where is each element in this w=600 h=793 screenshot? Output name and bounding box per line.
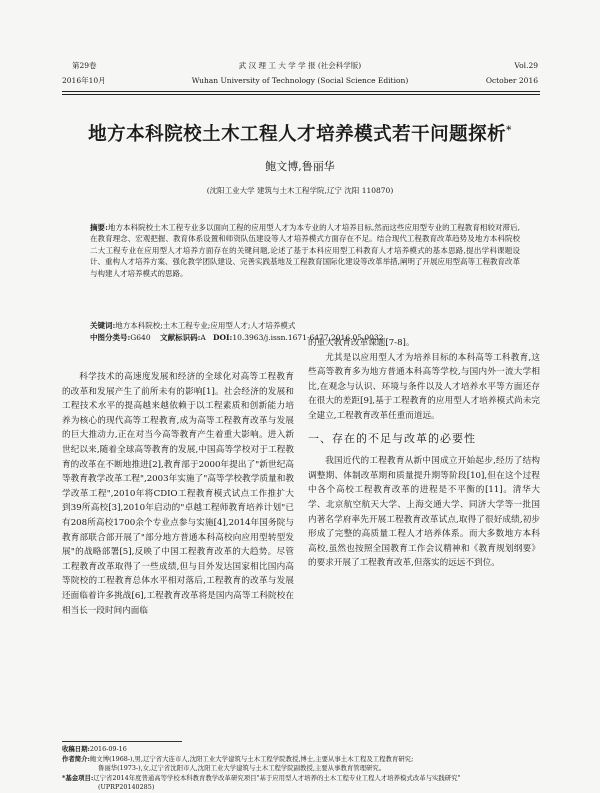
abstract-label: 摘要:	[90, 223, 108, 232]
section-heading: 一、存在的不足与改革的必要性	[308, 431, 476, 445]
issue-date: 2016年10月	[62, 76, 106, 85]
received-date: 2016-09-16	[89, 745, 127, 753]
footnotes	[62, 745, 540, 793]
footnote-fund-1	[62, 774, 540, 784]
body-left-column	[62, 370, 294, 618]
body-paragraph: 我国近代的工程教育从新中国成立开始起步,经历了结构调整期、体制改革期和质量提升期等阶段[10],但在这个过程中各个高校工程教育改革的进程是不平衡的[11]。清华大学、北京航空航天大学、上海交通大学、同济大学等一批国内著名学府率先开展工程教育改革试点,取得了很好成绩,初步形成了完整的高质量工程人才培养体系。而大多数地方本科高校,虽然也按照全国教育工作会议精神和《教育规划纲要》的要求开展了工程教育改革,但落实的远远不到位。	[308, 456, 540, 569]
header-rule	[62, 91, 540, 92]
keywords	[90, 320, 520, 331]
publication-month: October 2016	[485, 76, 538, 85]
footnote-received	[62, 745, 540, 755]
class-label: 中图分类号:	[90, 333, 131, 342]
header-rule-thin	[62, 94, 540, 95]
fund-label: *基金项目:	[62, 773, 94, 782]
doi-value: 10.3963/j.issn.1671-6477.2016.05.0032	[232, 333, 384, 342]
article-title	[0, 120, 600, 146]
title-footnote-mark: *	[506, 124, 512, 136]
footnote-author-1	[62, 755, 540, 765]
abstract	[90, 222, 520, 279]
doc-code-label: 文献标识码:	[160, 333, 201, 342]
volume-number: Vol.29	[514, 61, 538, 70]
author-info-1: 鲍文博(1968-),男,辽宁省大连市人,沈阳工业大学建筑与土木工程学院教授,博士,主要从事土木工程及工程教育研究;	[89, 754, 414, 763]
fund-text-1: 辽宁省2014年度普通高等学校本科教育教学改革研究项目"基于应用型人才培养的土木工程专业工程人才培养模式改革与实践研究"	[93, 773, 461, 782]
author-info-2: 鲁丽华(1973-),女,辽宁省沈阳市人,沈阳工业大学建筑与土木工程学院副教授,主要从事教育管理研究。	[98, 764, 386, 773]
body-right-column	[308, 336, 540, 571]
journal-title-cn: 武 汉 理 工 大 学 学 报 (社会科学版)	[238, 61, 362, 70]
author-info-label: 作者简介:	[62, 754, 90, 763]
footnote-rule	[62, 741, 182, 742]
class-value: G640	[130, 333, 151, 342]
keywords-text: 地方本科院校;土木工程专业;应用型人才;人才培养模式	[115, 321, 296, 330]
article-title-text: 地方本科院校土木工程人才培养模式若干问题探析	[88, 124, 507, 145]
doc-code-value: A	[200, 333, 206, 342]
article-authors: 鲍文博,鲁丽华	[265, 160, 335, 173]
body-paragraph: 科学技术的高速度发展和经济的全球化对高等工程教育的改革和发展产生了前所未有的影响[1]。社会经济的发展和工程技术水平的提高越来越依赖于以工程素质和创新能力培养为核心的现代高等工程教育,成为高等工程教育改革与发展的巨大推动力,正在对当今高等教育产生着重大影响。进入新世纪以来,随着全球高等教育的发展,中国高等学校对于工程教育的改革在不断地推进[2],教育部于2000年提出了"新世纪高等教育教学改革工程",2003年实施了"高等学校教学质量和教学改革工程",2010年将CDIO工程教育模式试点工作推扩大到39所高校[3],2010年启动的"卓越工程师教育培养计划"已有208所高校1700余个专业点参与实施[4],2014年国务院与教育部联合部开展了"部分地方普通本科高校向应用型转型发展"的战略部署[5],反映了中国工程教育改革的大趋势。尽管工程教育改革取得了一些成绩,但与目外发达国家相比国内高等院校的工程教育总体水平相对落后,工程教育的改革与发展还面临着许多挑战[6],工程教育改革将是国内高等工科院校在相当长一段时间内面临	[62, 372, 294, 616]
received-label: 收稿日期:	[62, 745, 90, 753]
body-paragraph-continued: 的重大教育改革课题[7-8]。	[308, 338, 415, 348]
journal-title-en: Wuhan University of Technology (Social Science Edition)	[191, 76, 409, 85]
footnote-author-2	[62, 764, 540, 774]
keywords-label: 关键词:	[90, 321, 116, 330]
issue-number: 第29卷	[72, 61, 97, 70]
author-affiliation: (沈阳工业大学 建筑与土木工程学院,辽宁 沈阳 110870)	[206, 186, 394, 195]
fund-text-2: (UPRP20140285)	[98, 783, 155, 792]
doi-label: DOI:	[213, 333, 233, 342]
abstract-text: 地方本科院校土木工程专业多以面向工程的应用型人才为本专业的人才培养目标,然而这些应用型专业的工程教育相较对滞后,在教育理念、宏观把握、教育体系设置和师资队伍建设等人才培养模式方面存在不足。结合现代工程教育改革趋势及地方本科院校二大工程专业在应用型人才培养方面存在的关键问题,论述了基于本科应用型工科教育人才培养模式的基本思路,提出学科课题设计、重构人才培养方案、强化教学团队建设、完善实践基地及工程教育国际化建设等改革举措,阐明了开展应用型高等工程教育改革与构建人才培养模式的思路。	[90, 223, 520, 278]
body-paragraph: 尤其是以应用型人才为培养目标的本科高等工科教育,这些高等教育多为地方普通本科高等学校,与国内外一流大学相比,在观念与认识、环境与条件以及人才培养水平等方面还存在很大的差距[9],基于工程教育的应用型人才培养模式尚未完全建立,工程教育改革任重而道远。	[308, 352, 540, 421]
